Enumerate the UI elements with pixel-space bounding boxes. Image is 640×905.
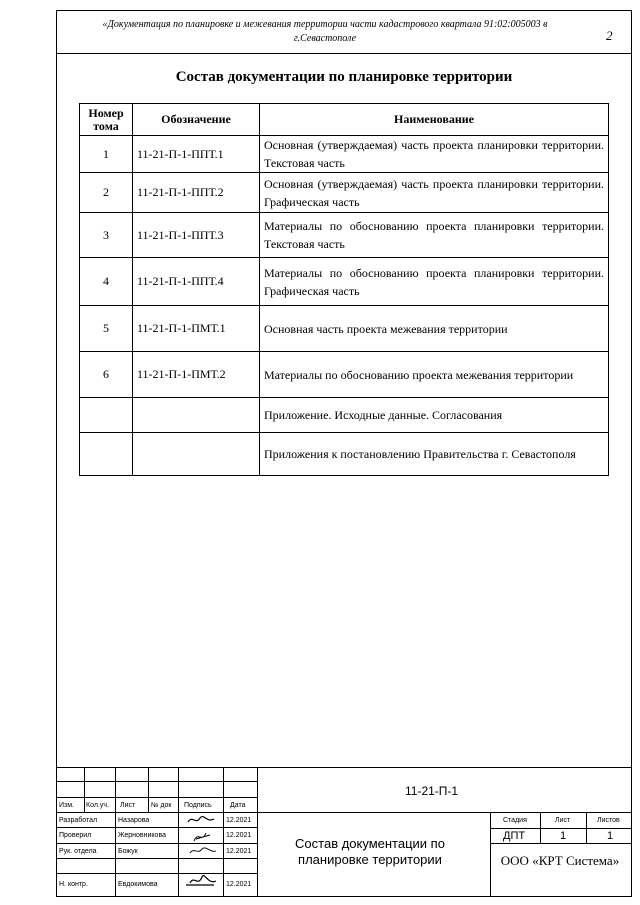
cell-code	[133, 433, 260, 476]
stamp-role: Рук. отдела	[59, 848, 97, 855]
header-line-2: г.Севастополе	[293, 33, 357, 44]
cell-number	[80, 398, 133, 433]
cell-name: Материалы по обоснованию проекта планировки территории. Текстовая часть	[260, 213, 609, 258]
signature-mark	[186, 875, 216, 885]
cell-code	[133, 398, 260, 433]
stamp-col-date: Дата	[230, 802, 246, 809]
sheet-label: Лист	[555, 817, 571, 824]
stamp-role: Проверил	[59, 832, 92, 839]
signature-mark	[194, 833, 210, 841]
signature-mark	[190, 848, 216, 853]
stamp-name: Жерновникова	[118, 832, 166, 839]
stamp-name: Евдокимова	[118, 881, 158, 888]
signature-mark	[188, 817, 214, 822]
sheets-value: 1	[607, 830, 614, 842]
cell-name: Материалы по обоснованию проекта планировки территории. Графическая часть	[260, 258, 609, 306]
cell-code: 11-21-П-1-ПМТ.2	[133, 352, 260, 398]
header-line-1: «Документация по планировке и межевания территории части кадастрового квартала 91:02:005003 в	[102, 19, 548, 30]
table-header-row	[80, 104, 609, 136]
sheet-value: 1	[560, 830, 567, 842]
stage-label: Стадия	[503, 817, 527, 824]
col-header-name: Наименование	[260, 104, 609, 136]
stamp-col-sheet: Лист	[120, 802, 136, 809]
table-row	[80, 352, 609, 398]
stage-value: ДПТ	[503, 830, 526, 842]
stamp-date: 12.2021	[226, 848, 252, 855]
table-row	[80, 398, 609, 433]
stamp-col-signature: Подпись	[184, 802, 212, 809]
table-row	[80, 433, 609, 476]
stamp-date: 12.2021	[226, 832, 252, 839]
col-header-code: Обозначение	[133, 104, 260, 136]
cell-number: 4	[80, 258, 133, 306]
stamp-role: Разработал	[59, 817, 98, 824]
cell-number	[80, 433, 133, 476]
cell-number: 3	[80, 213, 133, 258]
cell-name: Приложение. Исходные данные. Согласования	[260, 398, 609, 433]
page-title: Состав документации по планировке территории	[175, 69, 513, 85]
cell-code: 11-21-П-1-ПМТ.1	[133, 306, 260, 352]
stamp-date: 12.2021	[226, 817, 252, 824]
cell-code: 11-21-П-1-ППТ.2	[133, 173, 260, 213]
organization-name: ООО «КРТ Система»	[500, 853, 620, 868]
stamp-col-count: Кол.уч.	[86, 802, 109, 809]
stamp-name: Божук	[118, 848, 138, 855]
table-row	[80, 136, 609, 173]
cell-number: 6	[80, 352, 133, 398]
cell-name: Материалы по обоснованию проекта межевания территории	[260, 352, 609, 398]
document-code: 11-21-П-1	[405, 784, 459, 798]
table-row	[80, 213, 609, 258]
cell-name: Основная часть проекта межевания территории	[260, 306, 609, 352]
cell-number: 5	[80, 306, 133, 352]
table-row	[80, 173, 609, 213]
cell-number: 1	[80, 136, 133, 173]
cell-name: Приложения к постановлению Правительства г. Севастополя	[260, 433, 609, 476]
cell-name: Основная (утверждаемая) часть проекта планировки территории. Текстовая часть	[260, 136, 609, 173]
cell-name: Основная (утверждаемая) часть проекта планировки территории. Графическая часть	[260, 173, 609, 213]
cell-number: 2	[80, 173, 133, 213]
composition-table	[79, 103, 609, 476]
cell-code: 11-21-П-1-ППТ.1	[133, 136, 260, 173]
stamp-role: Н. контр.	[59, 881, 88, 888]
signatures	[180, 813, 222, 895]
stamp-col-change: Изм.	[59, 802, 74, 809]
sheets-label: Листов	[597, 817, 620, 824]
stamp-date: 12.2021	[226, 881, 252, 888]
col-header-number: Номер тома	[80, 104, 133, 136]
table-row	[80, 306, 609, 352]
table-row	[80, 258, 609, 306]
stamp-document-title: Состав документации по планировке территории	[295, 836, 445, 867]
cell-code: 11-21-П-1-ППТ.4	[133, 258, 260, 306]
document-header	[90, 18, 560, 46]
cell-code: 11-21-П-1-ППТ.3	[133, 213, 260, 258]
page-number: 2	[606, 28, 613, 43]
header-divider	[56, 53, 632, 54]
stamp-name: Назарова	[118, 817, 150, 824]
stamp-col-docnum: № док	[151, 802, 172, 809]
